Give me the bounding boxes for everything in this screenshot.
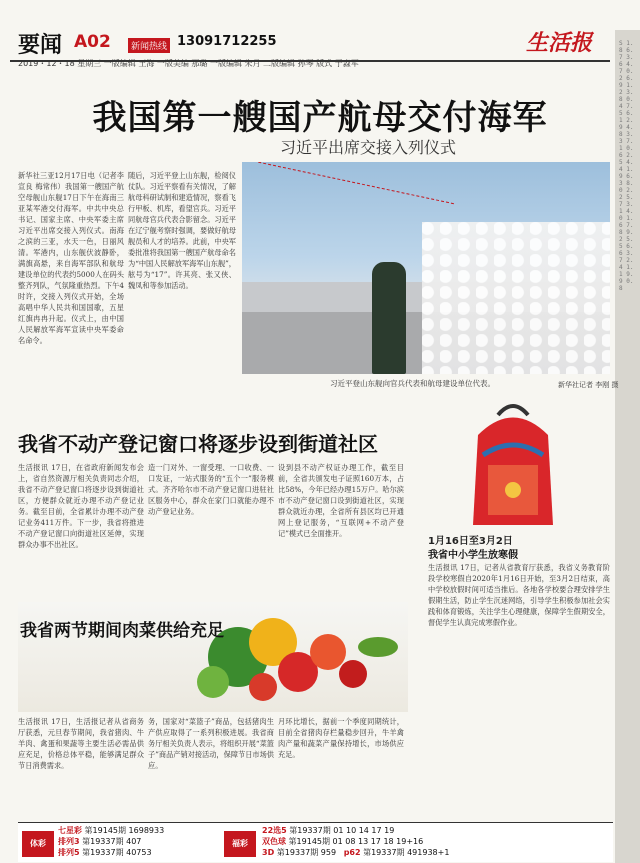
veg-col2: 务，国家对“菜篮子”商品，包括猪肉生产供应取得了一系列积极进展。我省商务厅相关负责人表示，将组织开展“菜篮子”商品产销对接活动，保障节日市场供应。: [148, 717, 274, 770]
section-title: 要闻: [18, 33, 63, 58]
vegetable-photo: [18, 602, 408, 712]
story2-col2: 造一门对外、一窗受理、一口收费、一口发证，一站式服务的“五个一”服务模式。齐齐哈尔市不动产登记窗口进驻社区服务中心，群众在家门口就能办理不动产登记业务。: [148, 463, 274, 516]
story2-col3: 设到县不动产权证办理工作，截至目前，全省共颁发电子证照160万本，占比58%，今年已经办理15万户。哈尔滨市不动产登记窗口设到街道社区，实现群众就近办理，全省所有县区均已开通网上登记服务，“互联网+不动产登记”模式已全面推开。: [278, 463, 404, 538]
photo-credit: 新华社记者 李刚 摄: [558, 381, 619, 389]
page-code: A02: [74, 32, 111, 52]
lead-headline: 我国第一艘国产航母交付海军: [92, 98, 548, 138]
dateline: 2019・12・18 星期三 一版编辑 王海 一版美编 那璐 一版编辑 朱月 二版编辑 孙琴 版式 于淼军: [18, 59, 359, 68]
story2-headline: 我省不动产登记窗口将逐步设到街道社区: [18, 432, 378, 456]
lottery-results: [18, 822, 613, 862]
newspaper-logo: 生活报: [525, 30, 592, 56]
side-story-title: 1月16日至3月2日: [428, 536, 513, 547]
hotline-badge: 新闻热线: [128, 38, 170, 53]
lottery-block-welfare: 22选5 第19337期 01 10 14 17 19 双色球 第19145期 01 08 13 17 18 19+16 3D 第19337期 959 p62 第19337期 491938+1: [262, 826, 450, 857]
sports-lottery-icon: 体彩: [22, 831, 54, 857]
welfare-lottery-icon: 福彩: [224, 831, 256, 857]
page-header: [10, 22, 610, 62]
lead-col1: 新华社三亚12月17日电（记者李宣良 梅常伟）我国第一艘国产航空母舰山东舰17日下午在海南三亚某军港交付海军。中共中央总书记、国家主席、中央军委主席习近平出席交接入列仪式。南海之滨的三亚，水天一色，日丽风清。军港内，山东舰伏波静卧，满旗高悬，来自海军部队和航母建设单位的代表约5000人在码头整齐列队，气氛隆重热烈。下午4时许，交接入列仪式开始，全场高唱中华人民共和国国歌，五星红旗冉冉升起。仪式上，由中国人民解放军海军宣读中央军委命名命令。: [18, 171, 124, 345]
side-story-body: 生活报讯 17日，记者从省教育厅获悉，我省义务教育阶段学校寒假自2020年1月16日开始，至3月2日结束，高中学校放假时间可适当推后。各地各学校要合理安排学生假期生活，防止学生沉迷网络，引导学生积极参加社会实践和体育锻炼，关注学生心理健康，保障学生假期安全，督促学生认真完成寒假作业。: [428, 563, 610, 627]
margin-digits: S 1.8 6.7 3.6 4.7 0.2 6.9 1.2 3.8 0.4 7.5 6.1 2.9 4.8 3.3 7.1 0.6 2.5 4.4 1.9 6.3 8.0 2.2 5.7 3.1 4.0 1.6 7.8 9.2 5.5 6.6 3.7 2.4 1.1 9.9 0.8: [619, 40, 634, 292]
backpack-illustration: [428, 395, 598, 535]
leader-figure: [372, 262, 406, 374]
sailors-crowd: [422, 222, 610, 374]
veg-col1: 生活报讯 17日，生活报记者从省商务厅获悉，元旦春节期间，我省猪肉、牛羊肉、禽蛋和果蔬等主要生活必需品供应充足，价格总体平稳，能够满足群众节日消费需求。: [18, 717, 144, 770]
veg-story-title: 我省两节期间肉菜供给充足: [20, 621, 224, 641]
side-story-subtitle: 我省中小学生放寒假: [428, 550, 518, 561]
hotline-phone: 13091712255: [177, 34, 277, 49]
lead-col2: 随后，习近平登上山东舰，检阅仪仗队。习近平察看有关情况，了解航母科研试制和建造情况，察看飞行甲板、机库，看望官兵。习近平同航母官兵代表合影留念。习近平在辽宁舰考察时强调，要做好航母舰员和人才的培养。此前，中央军委批准将我国第一艘国产航母命名为“中国人民解放军海军山东舰”，舷号为“17”。许其亮、张又侠、魏凤和等参加活动。: [128, 171, 236, 290]
photo-caption: 习近平登山东舰向官兵代表和航母建设单位代表。: [330, 379, 495, 388]
story2-col1: 生活报讯 17日，在省政府新闻发布会上，省自然资源厅相关负责同志介绍，我省不动产登记窗口将逐步设到街道社区，方便群众就近办理不动产登记业务。截至目前，全省累计办理不动产登记业务411万件。下一步，我省将推进不动产登记窗口向街道社区延伸，实现群众办事不出社区。: [18, 463, 144, 549]
lead-photo: [242, 162, 610, 374]
veg-col3: 月环比增长，据前一个季度同期统计，目前全省猪肉存栏量稳步回升，牛羊禽肉产量和蔬菜产量保持增长，市场供应充足。: [278, 717, 404, 759]
lottery-block-sports: 七星彩 第19145期 1698933 排列3 第19337期 407 排列5 第19337期 40753: [58, 826, 165, 857]
lead-subheadline: 习近平出席交接入列仪式: [280, 138, 457, 157]
